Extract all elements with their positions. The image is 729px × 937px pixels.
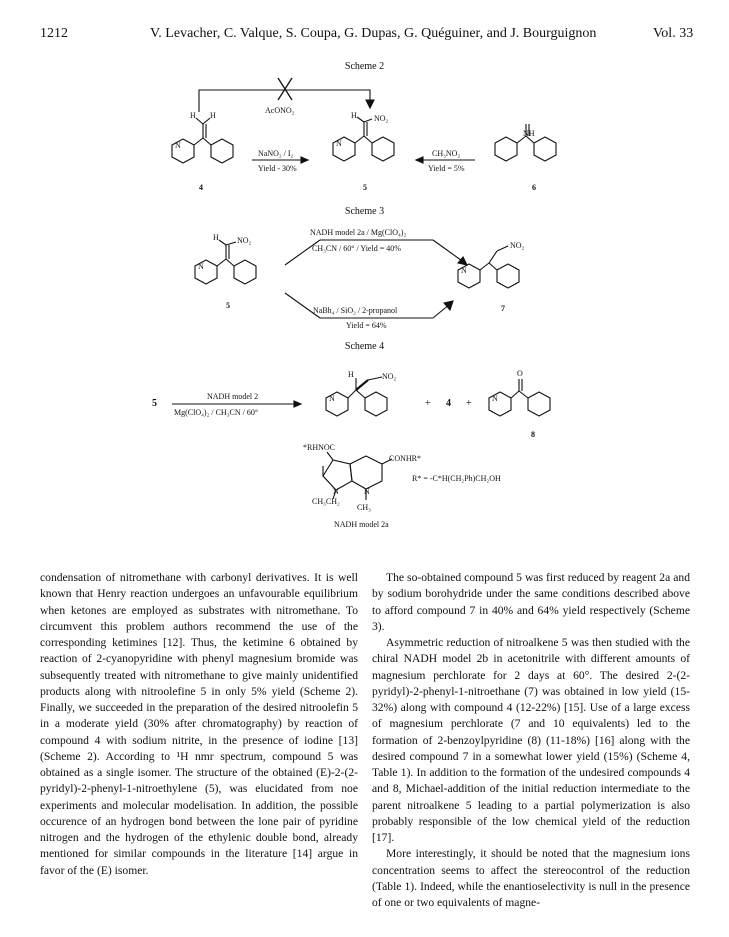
compound-8-number: 8 [531, 430, 535, 439]
scheme-3-upper-label-1: NADH model 2a / Mg(ClO₄)₂ [310, 228, 407, 237]
scheme-2-left-arrow-label-2: Yield - 30% [258, 164, 297, 173]
compound-7-n: N [461, 266, 467, 275]
scheme-3-upper-label-2: CH₃CN / 60° / Yield = 40% [312, 244, 401, 253]
compound-7-no2: NO₂ [510, 241, 525, 250]
scheme-2-right-arrow-label-2: Yield = 5% [428, 164, 465, 173]
nadh-caption: NADH model 2a [334, 520, 389, 529]
scheme-4-product-no2: NO₂ [382, 372, 397, 381]
scheme-3-compound-5-no2: NO₂ [237, 236, 252, 245]
left-paragraph: condensation of nitromethane with carbonyl derivatives. It is well known that Henry reaction undergoes an unfavourable equilibrium when ketones are employed as substrates with nitromethane. To circumvent this problem authors recommend the use of the corresponding ketimines [12]. Thus, the ketimine 6 obtained by reaction of 2-cyanopyridine with phenyl magnesium bromide was subsequently treated with nitromethane to give mainly unidentified products along with nitroolefine 5 in only 5% yield (Scheme 2). Finally, we succeeded in the preparation of the desired nitroolefin 5 in a moderate yield (30% after chromatography) by reaction of compound 4 with sodium nitrite, in the presence of iodine [13] (Scheme 2). According to ¹H nmr spectrum, compound 5 was obtained as a single isomer. The structure of the obtained (E)-2-(2-pyridyl)-2-phenyl-1-nitroethylene (5), was elucidated from noe experiments and molecular modelisation. In addition, the possible occurence of an hydrogen bond between the lone pair of pyridine nitrogen and the hydrogen of the ethylenic double bond, already mentioned for similar compounds in the literature [14] argue in favor of the (E) isomer. [40, 571, 358, 877]
page-number: 1212 [40, 26, 68, 41]
compound-5-n: N [336, 139, 342, 148]
compound-6-nh: NH [523, 129, 535, 138]
nadh-conhr: CONHR* [389, 454, 422, 463]
compound-8-n: N [492, 394, 498, 403]
scheme-4-product-h: H [348, 370, 354, 379]
scheme-2-left-arrow-label-1: NaNO₂ / I₂ [258, 149, 294, 158]
scheme-4-compound-4: 4 [446, 398, 451, 409]
scheme-2-right-arrow-label-1: CH₃NO₂ [432, 149, 461, 158]
right-paragraph-2: Asymmetric reduction of nitroalkene 5 was then studied with the chiral NADH model 2b in acetonitrile with different amounts of magnesium perchlorate for 2 days at 60°. The desired 2-(2-pyridyl)-2-phenyl-1-nitroethane (7) was obtained in low yield (15-32%) along with compound 4 (12-22%) [15]. Use of a large excess of magnesium perchlorate (7 and 10 equivalents) led to the formation of 2-benzoylpyridine (8) (11-18%) [16] along with the desired compound 7 in a somewhat lower yield (15%) (Scheme 4, Table 1). In addition to the formation of the undesired compounds 4 and 8, Michael-addition of the initial reduction intermediate to the parent nitroalkene 5 leading to a partial polymerization is also probably responsible of the low chemical yield of the reduction [17]. [372, 636, 690, 844]
scheme-4-plus-1: + [425, 398, 431, 409]
scheme-3-lower-label-1: NaBh₄ / SiO₂ / 2-propanol [313, 306, 398, 315]
scheme-3-title: Scheme 3 [344, 206, 385, 217]
scheme-3-compound-5-n: N [198, 262, 204, 271]
scheme-2-top-arrow-label: AcONO₂ [265, 106, 295, 115]
compound-4-h-right: H [210, 111, 216, 120]
running-header-authors: V. Levacher, C. Valque, S. Coupa, G. Dupas, G. Quéguiner, and J. Bourguignon [150, 26, 597, 41]
compound-4-n: N [175, 141, 181, 150]
scheme-4-reactant: 5 [152, 398, 157, 409]
left-column-text [40, 570, 358, 879]
compound-5-number: 5 [363, 183, 367, 192]
right-paragraph-1: The so-obtained compound 5 was first reduced by reagent 2a and by sodium borohydride under the same conditions described above to afford compound 7 in 40% and 64% yield respectively (Scheme 3). [372, 571, 690, 633]
compound-8-o: O [517, 369, 523, 378]
compound-6-number: 6 [532, 183, 536, 192]
scheme-3-compound-5-h: H [213, 233, 219, 242]
scheme-4-plus-2: + [466, 398, 472, 409]
compound-5-no2: NO₂ [374, 114, 389, 123]
right-column-text [372, 570, 690, 911]
nadh-n-pyrrole: N [333, 487, 339, 496]
volume-label: Vol. 33 [653, 26, 694, 41]
scheme-4-title: Scheme 4 [344, 341, 385, 352]
compound-4-number: 4 [199, 183, 203, 192]
right-paragraph-3: More interestingly, it should be noted that the magnesium ions concentration seems to affect the stereocontrol of the reduction (Table 1). Indeed, while the enantioselectivity is null in the presence of one or two equivalents of magne- [372, 847, 690, 909]
scheme-4-product-n: N [329, 394, 335, 403]
nadh-ch3: CH₃ [357, 503, 371, 512]
scheme-3-compound-5-number: 5 [226, 301, 230, 310]
compound-7-number: 7 [501, 304, 505, 313]
scheme-4-arrow-label-1: NADH model 2 [207, 392, 259, 401]
scheme-2-title: Scheme 2 [344, 61, 385, 72]
nadh-rhnoc: *RHNOC [303, 443, 336, 452]
scheme-3-lower-label-2: Yield = 64% [346, 321, 387, 330]
compound-5-h: H [351, 111, 357, 120]
nadh-r-definition: R* = -C*H(CH₂Ph)CH₂OH [412, 474, 501, 483]
scheme-4-arrow-label-2: Mg(ClO₄)₂ / CH₃CN / 60° [174, 408, 259, 417]
compound-4-h-left: H [190, 111, 196, 120]
nadh-n-pyridine: N [364, 487, 370, 496]
nadh-ch3ch2: CH₃CH₂ [312, 497, 340, 506]
